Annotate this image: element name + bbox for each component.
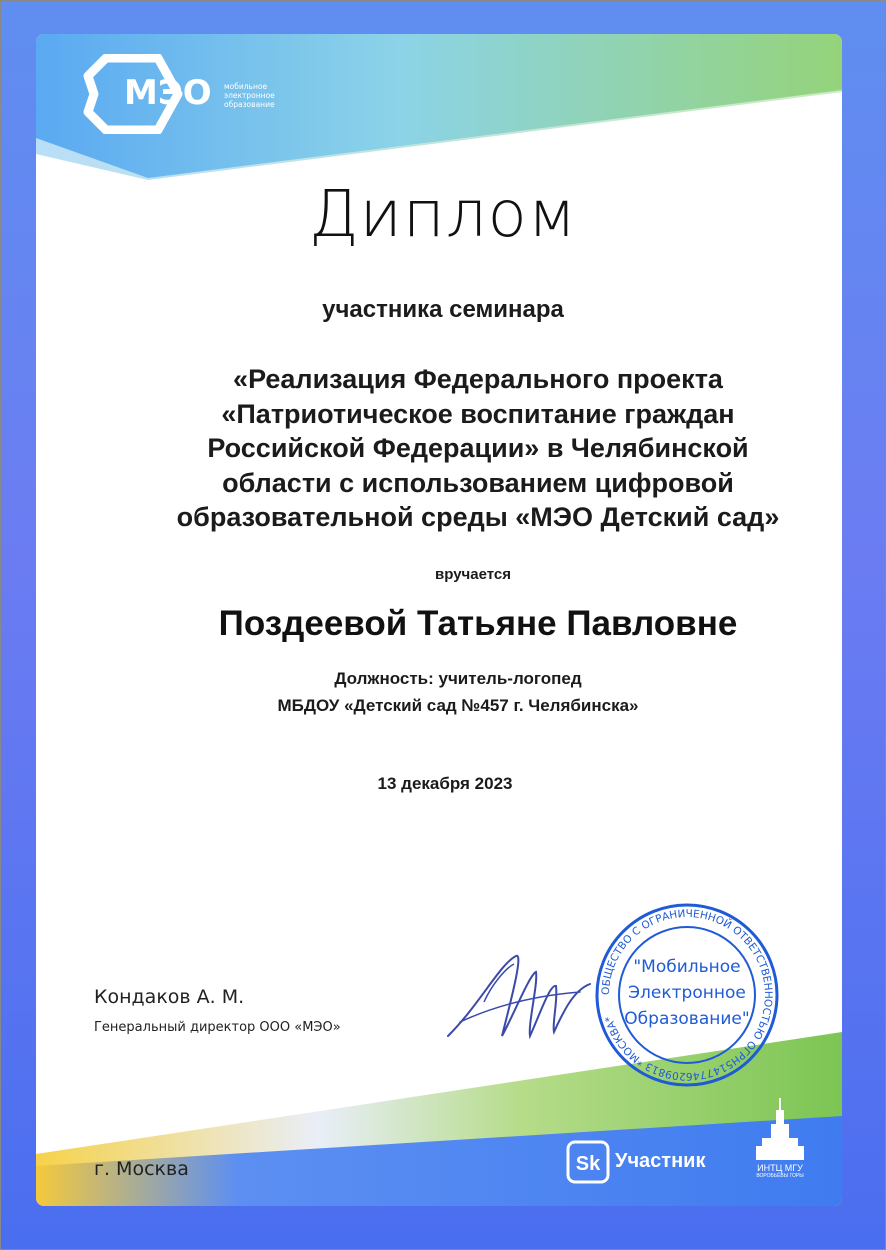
meo-logo <box>68 54 228 134</box>
logo-text: МЭО <box>124 73 212 113</box>
city-label: г. Москва <box>94 1158 189 1180</box>
skolkovo-logo-icon <box>566 1140 610 1184</box>
seminar-line: области с использованием цифровой <box>222 467 734 498</box>
stamp-line: Образование" <box>624 1009 750 1029</box>
logo-tagline-line: образование <box>224 100 275 109</box>
mgu-building-icon <box>754 1096 806 1164</box>
mgu-label <box>748 1163 812 1179</box>
mgu-title: ИНТЦ МГУ <box>757 1163 803 1173</box>
seminar-title <box>120 362 836 535</box>
seminar-line: образовательной среды «МЭО Детский сад» <box>176 502 780 532</box>
logo-tagline-line: электронное <box>224 91 275 100</box>
issue-date: 13 декабря 2023 <box>377 774 513 793</box>
signer-title: Генеральный директор ООО «МЭО» <box>94 1020 341 1035</box>
seminar-line: Российской Федерации» в Челябинской <box>207 433 749 463</box>
stamp-ring-text: ОБЩЕСТВО С ОГРАНИЧЕННОЙ ОТВЕТСТВЕННОСТЬЮ ОГРН5147746209813 *МОСКВА* <box>599 907 775 1083</box>
signer-name: Кондаков А. М. <box>94 986 245 1008</box>
diploma-subtitle: участника семинара <box>322 296 564 323</box>
seminar-line: «Патриотическое воспитание граждан <box>221 398 735 429</box>
sk-mark: Sk <box>575 1153 601 1175</box>
logo-tagline <box>224 82 284 109</box>
recipient-position: Должность: учитель-логопед <box>334 669 582 688</box>
recipient-name: Поздеевой Татьяне Павловне <box>218 604 738 643</box>
mgu-subtitle: ВОРОБЬЁВЫ ГОРЫ <box>756 1173 804 1179</box>
stamp-line: "Мобильное <box>633 957 741 977</box>
organization-stamp <box>592 900 782 1090</box>
diploma-title: Диплом <box>308 178 578 252</box>
signature <box>440 944 600 1054</box>
stamp-line: Электронное <box>628 983 746 1003</box>
recipient-organization: МБДОУ «Детский сад №457 г. Челябинска» <box>277 696 639 715</box>
seminar-line: «Реализация Федерального проекта <box>233 364 723 394</box>
skolkovo-participant-label: Участник <box>615 1150 706 1172</box>
logo-tagline-line: мобильное <box>224 82 268 91</box>
awarded-label: вручается <box>435 566 511 583</box>
